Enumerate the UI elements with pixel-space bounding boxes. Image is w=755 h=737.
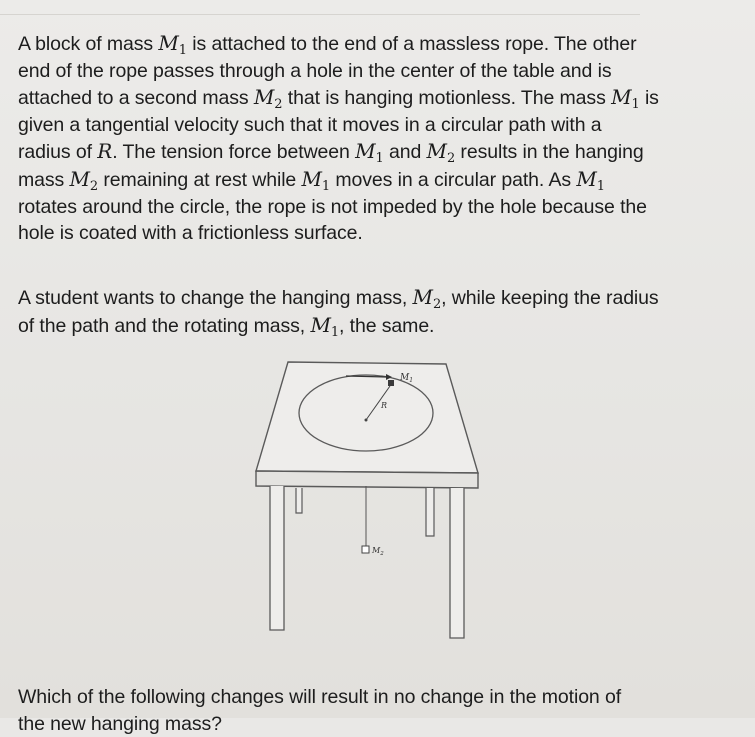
math-base: M (158, 31, 179, 55)
math-symbol (576, 166, 605, 194)
math-base: M (310, 312, 331, 337)
text-run: moves in a circular path. As (330, 168, 577, 191)
text-line (18, 711, 734, 737)
text-run: given a tangential velocity such that it moves in a circular path with a (18, 113, 602, 136)
math-subscript: 2 (89, 178, 99, 194)
text-run: , the same. (339, 314, 435, 337)
text-run: remaining at rest while (98, 168, 302, 191)
center-hole (365, 419, 368, 422)
text-line (18, 194, 734, 221)
math-symbol (301, 166, 331, 194)
text-run: the new hanging mass? (18, 712, 222, 735)
text-run: and (383, 141, 427, 164)
text-run: Which of the following changes will result in no change in the motion of (18, 686, 622, 708)
text-line (18, 284, 734, 312)
question-text (18, 684, 734, 737)
text-run: . The tension force between (112, 141, 356, 164)
text-run: of the path and the rotating mass, (18, 314, 311, 337)
table-leg-front-right (450, 488, 464, 638)
table-diagram (250, 348, 490, 648)
text-run: is (639, 87, 659, 110)
text-run: mass (18, 168, 70, 191)
text-run: A student wants to change the hanging mass, (18, 287, 413, 309)
text-run: end of the rope passes through a hole in the center of the table and is (18, 59, 612, 82)
math-subscript: 2 (274, 97, 283, 113)
math-subscript: 2 (432, 297, 442, 312)
math-subscript: 1 (330, 324, 340, 340)
text-run: results in the hanging (455, 141, 644, 164)
text-run: A block of mass (18, 33, 159, 55)
radius-label: R (381, 401, 388, 410)
top-divider (0, 14, 640, 15)
table-diagram-svg (250, 348, 490, 648)
text-run: rotates around the circle, the rope is not impeded by the hole because the (18, 195, 647, 218)
math-symbol (97, 139, 112, 163)
math-subscript: 2 (446, 151, 456, 167)
math-subscript: 1 (321, 178, 331, 194)
math-base: M (611, 85, 632, 110)
text-run: , while keeping the radius (441, 287, 659, 309)
text-run: that is hanging motionless. The mass (282, 87, 612, 110)
math-symbol (611, 85, 640, 113)
text-line (18, 84, 734, 112)
math-base: M (69, 166, 90, 191)
math-symbol (310, 312, 340, 340)
text-line (18, 138, 734, 166)
math-symbol (355, 139, 384, 167)
text-run: attached to a second mass (18, 87, 254, 110)
table-top (256, 362, 478, 473)
math-subscript: 1 (375, 151, 384, 167)
math-base: R (97, 139, 113, 164)
math-base: M (576, 166, 597, 191)
text-line (18, 684, 734, 711)
math-symbol (253, 85, 283, 113)
math-subscript: 1 (596, 178, 605, 194)
text-line (18, 58, 734, 85)
math-subscript: 1 (178, 43, 187, 58)
table-leg-back-left (296, 488, 302, 513)
math-base: M (301, 166, 322, 191)
text-run: hole is coated with a frictionless surface. (18, 222, 363, 245)
mass-m2-block (362, 546, 369, 553)
mass-m1-block (388, 380, 394, 386)
table-leg-back-right (426, 488, 434, 536)
table-leg-front-left (270, 486, 284, 630)
math-base: M (426, 139, 447, 164)
math-symbol (158, 31, 187, 58)
m2-label: $M_2$ (372, 546, 384, 557)
math-symbol (412, 285, 442, 312)
text-line (18, 166, 734, 194)
math-base: M (412, 285, 433, 309)
math-subscript: 1 (631, 97, 640, 113)
math-symbol (69, 166, 99, 194)
text-line (18, 112, 734, 139)
text-line (18, 312, 734, 340)
math-base: M (355, 139, 376, 164)
table-edge (256, 471, 478, 488)
math-base: M (253, 85, 275, 110)
text-run: is attached to the end of a massless rope. The other (186, 33, 637, 55)
problem-paragraph-1 (18, 30, 734, 247)
text-line (18, 220, 734, 247)
m1-label: $M_1$ (400, 373, 414, 384)
text-line (18, 30, 734, 58)
text-run: radius of (18, 141, 98, 164)
math-symbol (426, 139, 456, 167)
problem-paragraph-2 (18, 284, 734, 339)
